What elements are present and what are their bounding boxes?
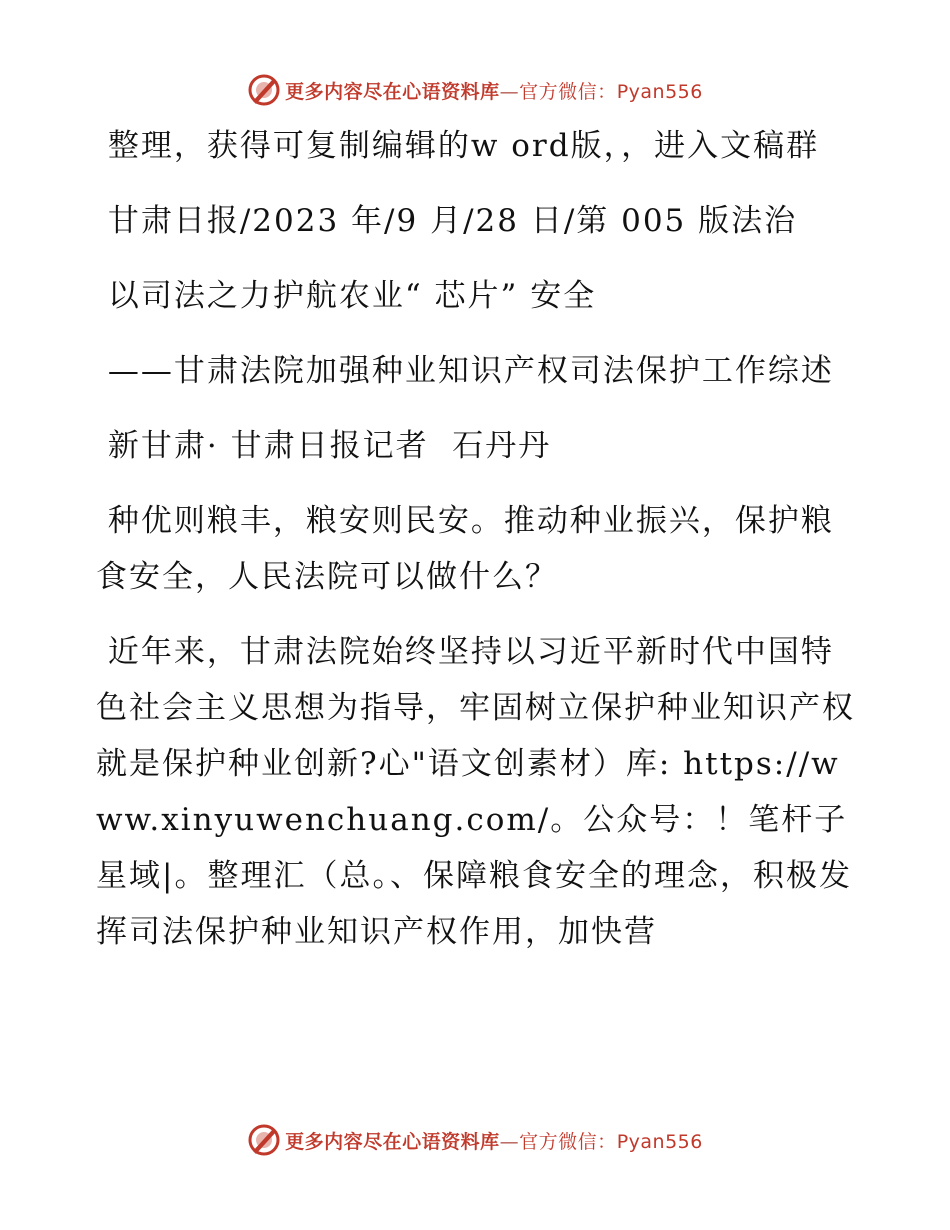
document-body — [96, 118, 856, 979]
watermark-official: 官方微信： — [519, 1130, 617, 1153]
watermark-text — [285, 77, 703, 104]
watermark-text — [285, 1127, 703, 1154]
watermark-top — [0, 70, 950, 110]
watermark-dash: — — [499, 80, 520, 103]
paragraph-body: 近年来，甘肃法院始终坚持以习近平新时代中国特色社会主义思想为指导，牢固树立保护种业知识产权就是保护种业创新?心"语文创素材）库: https://www.xinyuwenchuang.com/。公众号：！笔杆子星域|。整理汇（总。、保障粮食安全的理念，积极发挥司法保护种业知识产权作用，加快营 — [96, 634, 855, 950]
paragraph-lead: 种优则粮丰，粮安则民安。推动种业振兴，保护粮食安全，人民法院可以做什么？ — [96, 503, 834, 595]
paragraph-title: 以司法之力护航农业“ 芯片” 安全 — [96, 278, 597, 314]
watermark-main: 更多内容尽在心语资料库 — [285, 80, 500, 103]
paragraph-intro: 整理，获得可复制编辑的w ord版，，进入文稿群 — [96, 128, 820, 164]
watermark-id: Pyan556 — [616, 1130, 703, 1153]
pen-logo-icon — [247, 1123, 281, 1157]
watermark-main: 更多内容尽在心语资料库 — [285, 1130, 500, 1153]
paragraph-subtitle: ——甘肃法院加强种业知识产权司法保护工作综述 — [96, 353, 834, 389]
watermark-bottom — [0, 1120, 950, 1160]
watermark-id: Pyan556 — [616, 80, 703, 103]
watermark-dash: — — [499, 1130, 520, 1153]
watermark-official: 官方微信： — [519, 80, 617, 103]
pen-logo-icon — [247, 73, 281, 107]
paragraph-byline: 新甘肃· 甘肃日报记者 石丹丹 — [96, 428, 552, 464]
paragraph-source: 甘肃日报/2023 年/9 月/28 日/第 005 版法治 — [96, 203, 798, 239]
